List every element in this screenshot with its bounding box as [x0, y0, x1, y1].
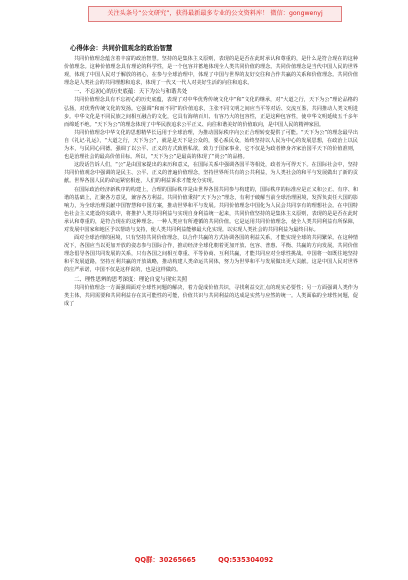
qq-number-text: QQ:535304092 [218, 556, 274, 564]
body-paragraph: 共同价值理念一方面强调面对全球性问题的解决，着力促成价值共识，寻找利益交汇点的现实必要性；另一方面强调人类作为类主体，共同需要和共同利益存在其可能性的可能，价值共识与共同利益的达成是实然与应然的统一。人类面临的全球性问题，促成了 [64, 284, 358, 307]
body-paragraph: 共同价值理念蕴含着丰富的政治智慧。坚持的是集体主义原则，表现的是是否在此时承认和尊重的，是什么是符合现在的这种价值理念。这种价值理念具有理论的科学性，是一个包容并蓄地体现全人类共同价值的理念。共同价值理念是当代中国人民的世界观，体现了中国人民对于解放的初心，在参与全球治理中，体现了中国与世界的友好交往和合作共赢的关系和价值理念。共同价值理念是人类社会的共同理想和追求，体现了一代又一代人对美好生活的向往和追求。 [64, 56, 358, 87]
contact-footer [0, 554, 408, 564]
body-paragraph: 在国际政治经济新秩序的构建上，合理的国际秩序是由世界各国共同参与构建的，国际秩序的标准应是正义和公正、有序、和谐的基础上，汇聚各方意见，兼容各方利益。共同价值秉持“天下为公”理念，有利于破解当前全球治理困境，发挥负责任大国的影响力，为全球治理贡献中国智慧和中国方案，推动世界和平与发展。共同价值理念中国化为人民会共同享有的理想社会。在中国特色社会主义建设的实践中，将推护人类共同利益与实现自身利益统一起来，共同价值坚持的是集体主义原则，表现的是是否在此时承认和尊重的，是符合现在的这种理念。一种人类应有所遵循的共同价值。它是运用共同价值理念，使全人类共同利益有所保障，对发展中国家和地区予以帮助与支持，使人类共同利益能够最大化实现。以实现人类社会的共同利益为最终目标。 [64, 186, 358, 233]
body-paragraph: 共同价值理念中华文化的思想精华长远用于全球治理，为推动国际秩序向公正合理转变提供了可能。“天下为公”的理念最早出自《礼记·礼运》，“大道之行，天下为公”，就是是天下是公众的，要心系民众，始终坚持以人民为中心的发展思想，在政治上以民为本，与民同心同德。强调了以公平、正义的方式致胜私欲，致力于国家事业，它不仅是为政者修身齐家治国平天下的价值准则，也是治理社会的最高价值目标。所以，“天下为公”是最高的体现了“尚公”的品格。 [64, 129, 358, 161]
promo-banner: 关注头条号“公文研究”，获得最新最多专业的公文资料库！ 微信：gongwenyj [88, 6, 342, 22]
document-body [64, 55, 358, 543]
body-paragraph: 这段话告诉人们，“公”是由国家提出的来历和意义，在国际关系中强调各国平等相处，政者为可得天下。在国际社会中，坚持共同价值观念中强调的是民主、公平、正义的普遍价值理念，坚持世界所共有的公共利益，为人类社会的和平与发展做出了新的贡献。世界各国人民的命运紧密相连，人们的利益诉求才能充分实现。 [64, 162, 358, 185]
qq-group-text: QQ群：30265665 [134, 556, 196, 564]
document-title: 心得体会：共同价值观念的政治智慧 [70, 44, 173, 52]
section-heading: 一、不忘初心的历史底蕴：天下为公与和谐共处 [74, 89, 188, 96]
body-paragraph: 共同价值理念具有不忘初心的历史底蕴，表现了对中华优秀传统文化中“和”文化的继承，对“大道之行，天下为公”理论品格的弘扬，对优秀传统文化的发扬。它强调“和而不同”的价值追求，主张不同文明之间应当平等对话、交流互鉴，共同推动人类文明进步。中华文化是不同民族之间相互融合的文化，它具有海纳百川、有容乃大的包容性，正是这种包容性，使中华文明延续五千多年而绵延不绝。“天下为公”的理念体现了中华民族追求公平正义、向往和谐美好的价值取向，是中国人民的精神家园。 [64, 97, 358, 128]
section-heading: 二、理性思辨的思考深度：理论自觉与现实关照 [74, 276, 188, 283]
body-paragraph: 面对全球治理的困境，只有坚持共同价值理念，以合作共赢的方式协调各国的利益关系，才能实现全球的共同繁荣。在这种情况下，各国应当以更加开放的姿态参与国际合作，推动经济全球化朝着更加开放、包容、普惠、平衡、共赢的方向发展。共同价值理念倡导各国共同发展的关系，只有各国之间相互尊重、平等协商、互利共赢，才能共同应对全球性挑战。中国将一如既往地坚持和平发展道路，坚持互利共赢的开放战略，推动构建人类命运共同体，努力为世界和平与发展做出更大贡献。这是中国人民对世界的庄严承诺，中国不仅是这样说的，也是这样做的。 [64, 235, 358, 274]
